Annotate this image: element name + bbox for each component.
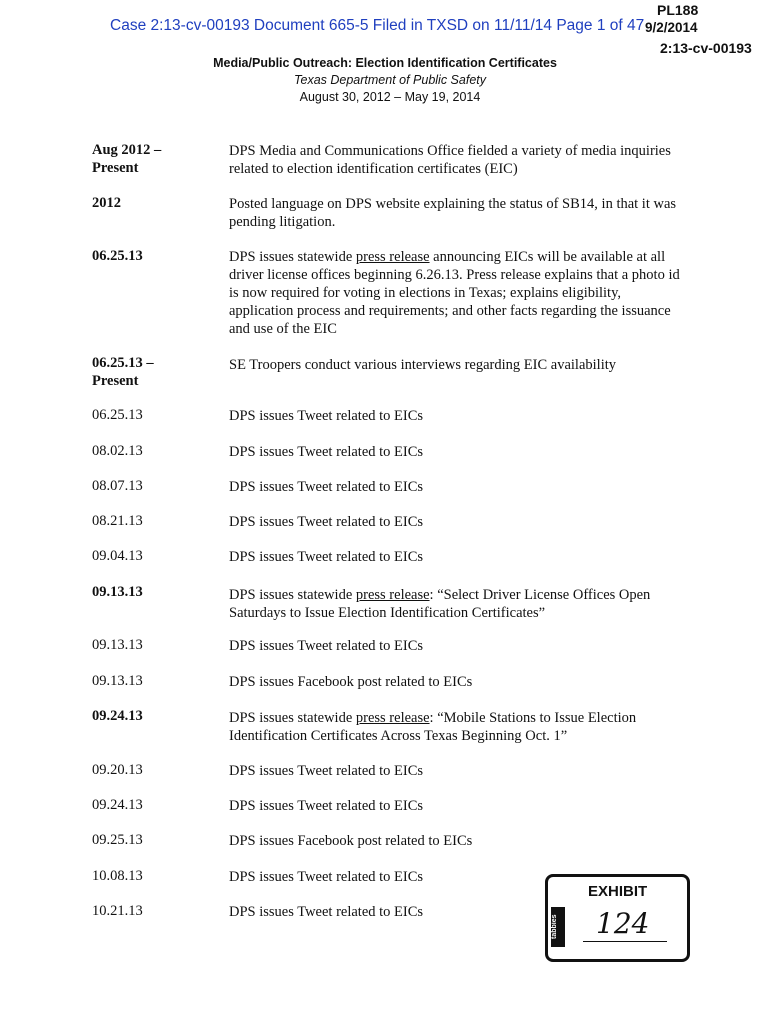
entry-description: DPS issues Tweet related to EICs bbox=[229, 479, 424, 495]
entry-date: Aug 2012 – Present bbox=[92, 142, 162, 176]
press-release-link: press release bbox=[355, 249, 430, 265]
entry-description: DPS issues Tweet related to EICs bbox=[229, 444, 424, 460]
entry-date: 09.25.13 bbox=[92, 832, 143, 848]
stamp-date: 9/2/2014 bbox=[645, 20, 698, 35]
exhibit-label: EXHIBIT bbox=[588, 883, 648, 900]
entry-date: 08.21.13 bbox=[92, 513, 143, 529]
entry-date: 2012 bbox=[92, 195, 121, 211]
exhibit-underline bbox=[583, 941, 667, 942]
entry-description: DPS issues Tweet related to EICs bbox=[229, 408, 424, 424]
exhibit-brand: tabbies bbox=[551, 907, 565, 947]
entry-description: DPS issues Tweet related to EICs bbox=[229, 798, 424, 814]
entry-description: DPS issues statewide press release: “Select Driver License Offices Open Saturdays to Issue Election Identification Certificates” bbox=[229, 587, 651, 621]
entry-date: 06.25.13 bbox=[92, 248, 143, 264]
entry-description: DPS issues Tweet related to EICs bbox=[229, 549, 424, 565]
entry-description: DPS issues statewide press release: “Mobile Stations to Issue Election Identification Certificates Across Texas Beginning Oct. 1” bbox=[229, 710, 637, 744]
entry-description: DPS issues Tweet related to EICs bbox=[229, 869, 424, 885]
document-title: Media/Public Outreach: Election Identification Certificates bbox=[213, 56, 557, 70]
entry-date: 09.04.13 bbox=[92, 548, 143, 564]
entry-date: 09.13.13 bbox=[92, 673, 143, 689]
entry-description: DPS issues Facebook post related to EICs bbox=[229, 833, 473, 849]
agency-name: Texas Department of Public Safety bbox=[294, 73, 486, 87]
stamp-case: 2:13-cv-00193 bbox=[660, 40, 752, 56]
exhibit-number: 124 bbox=[596, 907, 650, 940]
entry-date: 08.02.13 bbox=[92, 443, 143, 459]
entry-date: 10.08.13 bbox=[92, 868, 143, 884]
entry-date: 06.25.13 – Present bbox=[92, 355, 154, 389]
stamp-id: PL188 bbox=[657, 2, 699, 18]
entry-description: DPS issues Tweet related to EICs bbox=[229, 763, 424, 779]
entry-description: DPS issues Tweet related to EICs bbox=[229, 638, 424, 654]
entry-date: 09.20.13 bbox=[92, 762, 143, 778]
entry-date: 09.13.13 bbox=[92, 584, 143, 600]
entry-description: Posted language on DPS website explaining the status of SB14, in that it was pending litigation. bbox=[229, 196, 677, 230]
entry-description: SE Troopers conduct various interviews regarding EIC availability bbox=[229, 357, 616, 373]
entry-date: 09.24.13 bbox=[92, 797, 143, 813]
entry-date: 09.24.13 bbox=[92, 708, 143, 724]
entry-date: 06.25.13 bbox=[92, 407, 143, 423]
entry-description: DPS issues Tweet related to EICs bbox=[229, 514, 424, 530]
entry-description: DPS issues Facebook post related to EICs bbox=[229, 674, 473, 690]
case-header: Case 2:13-cv-00193 Document 665-5 Filed in TXSD on 11/11/14 Page 1 of 47 bbox=[110, 17, 645, 34]
exhibit-sticker bbox=[545, 874, 690, 962]
press-release-link: press release bbox=[355, 587, 430, 603]
entry-date: 08.07.13 bbox=[92, 478, 143, 494]
entry-description: DPS Media and Communications Office fielded a variety of media inquiries related to election identification certificates (EIC) bbox=[229, 143, 671, 177]
entry-date: 09.13.13 bbox=[92, 637, 143, 653]
entry-description: DPS issues statewide press release announcing EICs will be available at all driver license offices beginning 6.26.13. Press release explains that a photo id is now required for voting in elections in Texas; explains eligibility, application process and requirements; and other facts regarding the issuance and use of the EIC bbox=[229, 249, 680, 337]
press-release-link: press release bbox=[355, 710, 430, 726]
entry-date: 10.21.13 bbox=[92, 903, 143, 919]
entry-description: DPS issues Tweet related to EICs bbox=[229, 904, 424, 920]
date-range: August 30, 2012 – May 19, 2014 bbox=[299, 90, 481, 104]
